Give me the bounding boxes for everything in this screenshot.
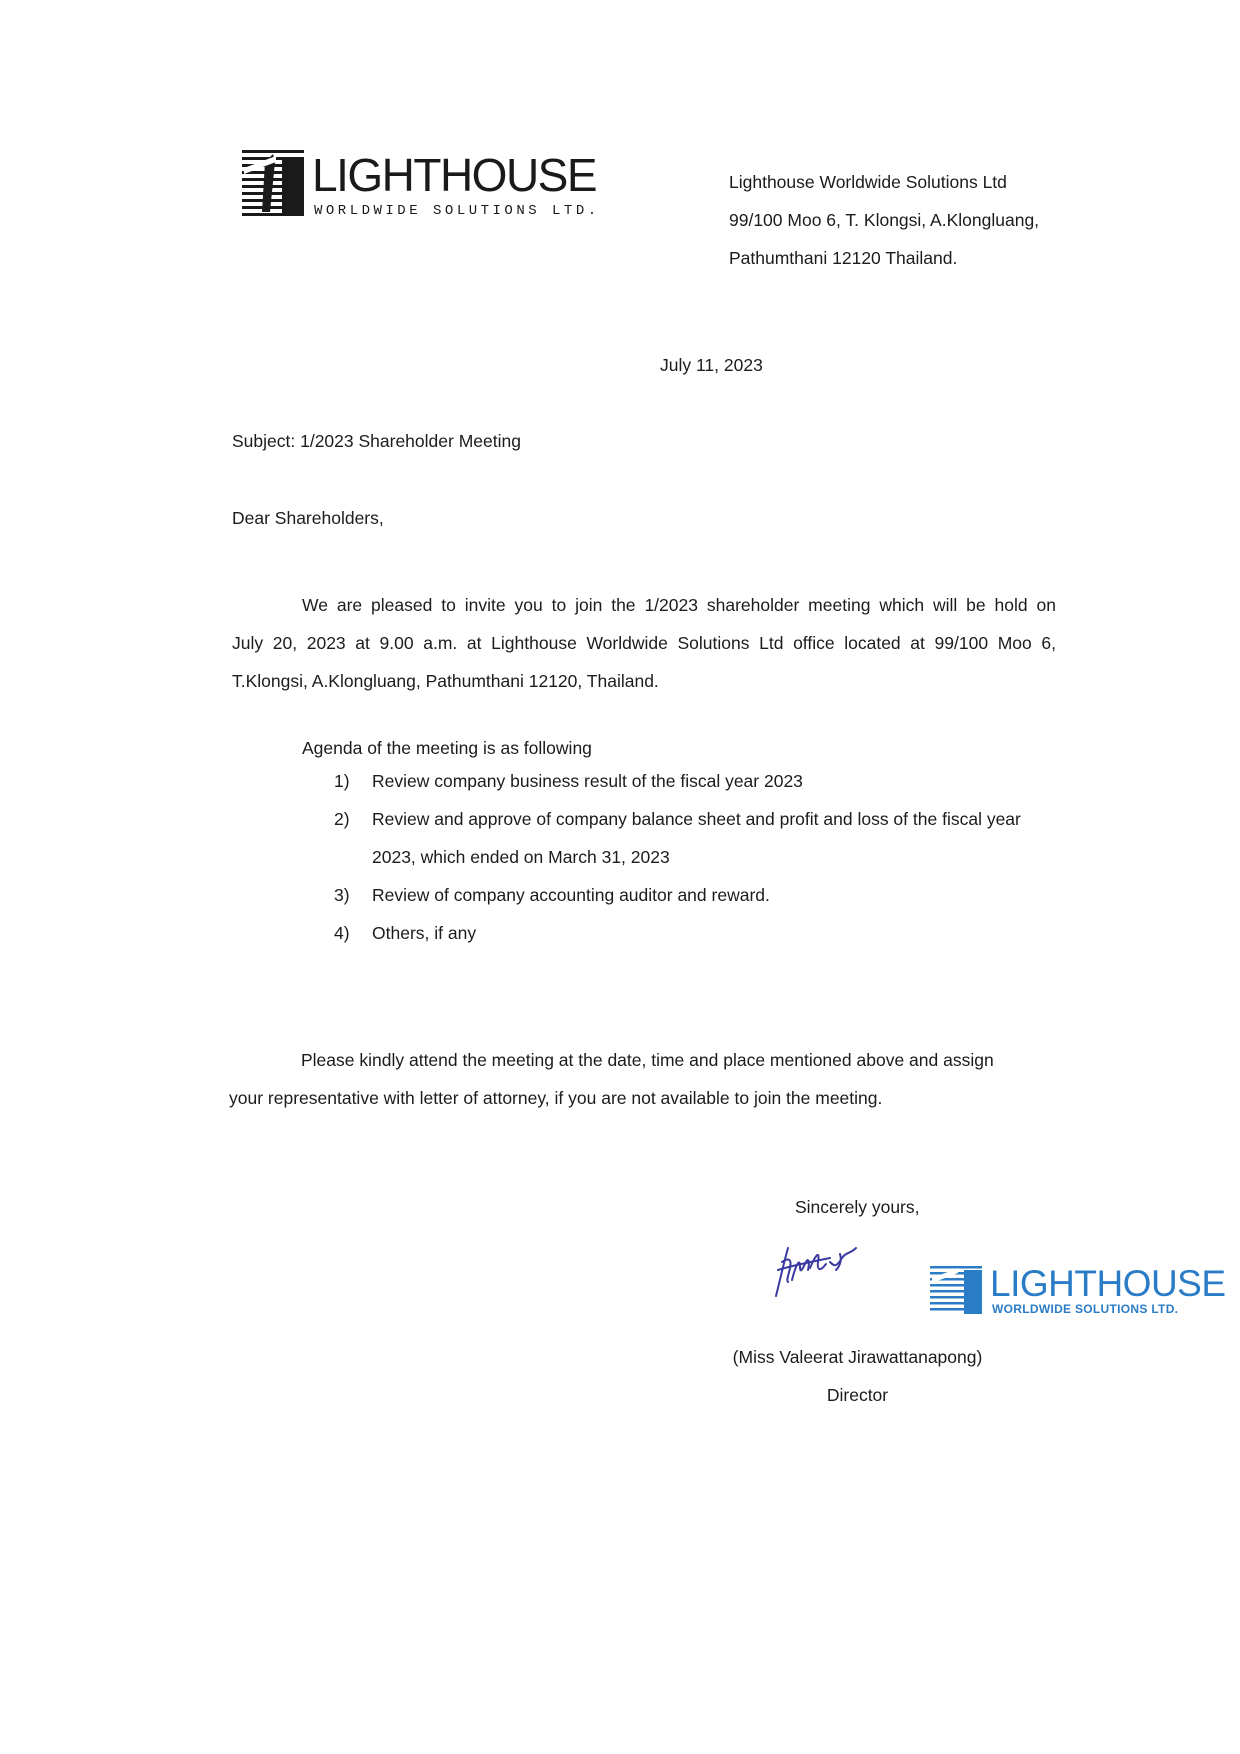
company-logo	[242, 148, 600, 219]
agenda-text: Review company business result of the fiscal year 2023	[372, 771, 803, 791]
agenda-number: 3)	[334, 885, 350, 905]
closing-paragraph	[229, 1041, 1029, 1117]
complimentary-close: Sincerely yours,	[795, 1197, 920, 1217]
stamp-tagline: WORLDWIDE SOLUTIONS LTD.	[992, 1302, 1179, 1316]
agenda-item	[334, 876, 1074, 914]
stamp-name: LIGHTHOUSE	[990, 1263, 1226, 1304]
signer-title: Director	[826, 1385, 889, 1405]
signature-icon	[770, 1240, 870, 1310]
agenda-text: Review of company accounting auditor and reward.	[372, 885, 770, 905]
agenda-item	[334, 800, 1074, 838]
address-line: Lighthouse Worldwide Solutions Ltd	[729, 172, 1007, 192]
paragraph-line: We are pleased to invite you to join the 1/2023 shareholder meeting which will be hold on	[302, 595, 1056, 615]
invitation-paragraph	[232, 586, 1056, 700]
closing-line: your representative with letter of attorney, if you are not available to join the meeting.	[229, 1088, 883, 1108]
paragraph-line: T.Klongsi, A.Klongluang, Pathumthani 12120, Thailand.	[232, 671, 659, 691]
agenda-text: Others, if any	[372, 923, 477, 943]
agenda-number: 2)	[334, 809, 350, 829]
salutation: Dear Shareholders,	[232, 508, 384, 528]
agenda-text-continuation: 2023, which ended on March 31, 2023	[372, 847, 670, 867]
paragraph-line: July 20, 2023 at 9.00 a.m. at Lighthouse Worldwide Solutions Ltd office located at 99/100 Moo 6,	[232, 633, 1056, 653]
agenda-item	[334, 914, 1074, 952]
company-stamp	[930, 1262, 1226, 1318]
agenda-intro: Agenda of the meeting is as following	[302, 738, 592, 758]
signer-name: (Miss Valeerat Jirawattanapong)	[732, 1347, 983, 1367]
lighthouse-logo-icon	[242, 148, 600, 219]
address-line: Pathumthani 12120 Thailand.	[729, 248, 958, 268]
company-address	[729, 163, 1039, 277]
logo-name: LIGHTHOUSE	[312, 149, 597, 201]
agenda-list	[334, 762, 1074, 952]
letter-date: July 11, 2023	[660, 355, 763, 375]
logo-tagline: WORLDWIDE SOLUTIONS LTD.	[314, 203, 600, 219]
lighthouse-stamp-icon	[930, 1262, 1226, 1318]
letter-subject: Subject: 1/2023 Shareholder Meeting	[232, 431, 521, 451]
agenda-text: Review and approve of company balance sheet and profit and loss of the fiscal year	[372, 809, 1021, 829]
handwritten-signature	[770, 1240, 870, 1310]
address-line: 99/100 Moo 6, T. Klongsi, A.Klongluang,	[729, 210, 1040, 230]
agenda-number: 1)	[334, 771, 350, 791]
agenda-item	[334, 762, 1074, 800]
closing-line: Please kindly attend the meeting at the date, time and place mentioned above and assign	[301, 1050, 994, 1070]
agenda-number: 4)	[334, 923, 350, 943]
